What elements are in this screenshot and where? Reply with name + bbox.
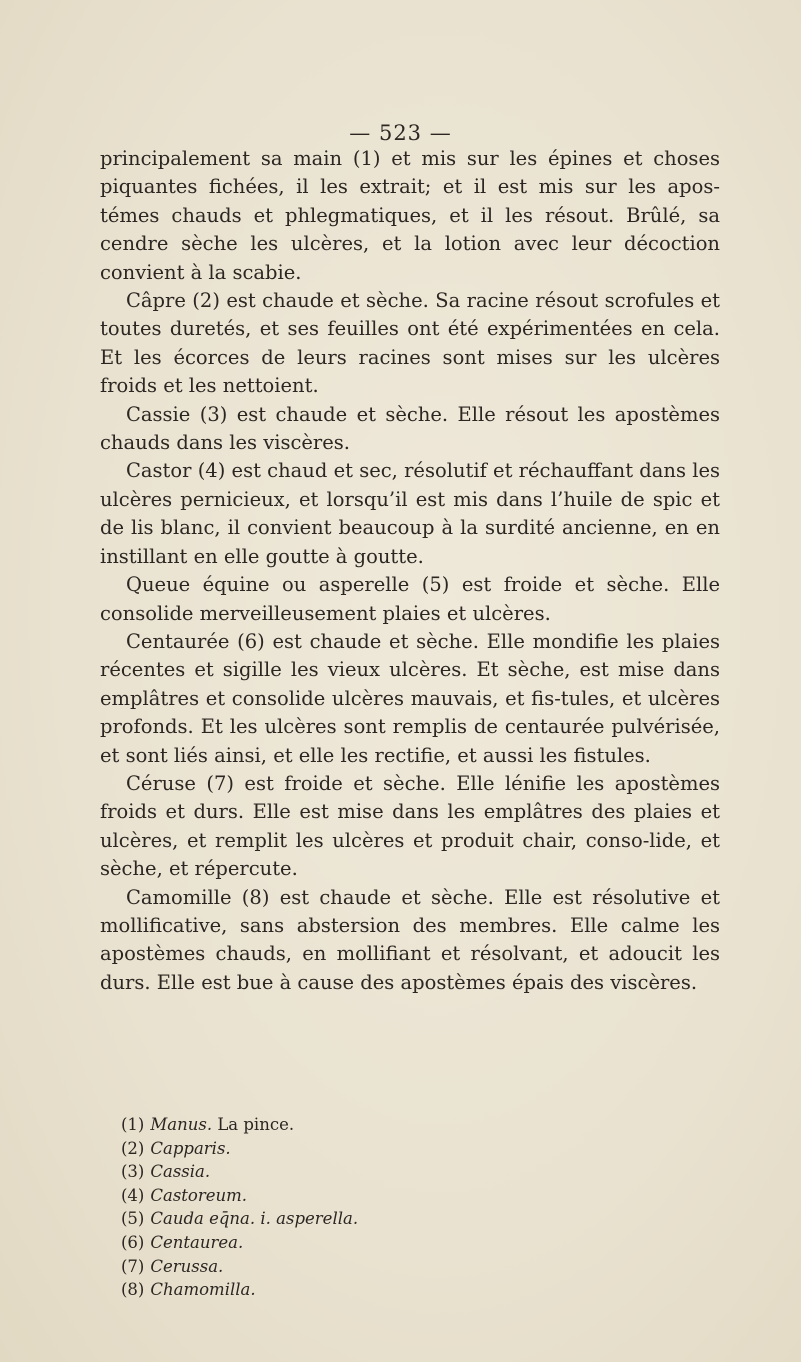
footnote: [121, 1255, 681, 1279]
paragraph-cassie: Cassie (3) est chaude et sèche. Elle résout les apostèmes chauds dans les viscères.: [100, 402, 720, 455]
footnote: [121, 1137, 681, 1161]
page-number: — 523 —: [349, 121, 452, 145]
footnote-number: (5): [121, 1209, 145, 1229]
footnote-latin: Castoreum.: [150, 1185, 248, 1205]
footnote-latin: Cauda eq̄na. i. asperella.: [150, 1209, 359, 1229]
footnote: [121, 1160, 681, 1184]
footnote-number: (2): [121, 1138, 145, 1158]
paragraph-queue-equine: Queue équine ou asperelle (5) est froide et sèche. Elle consolide merveilleusement plaies et ulcères.: [100, 573, 720, 625]
footnote: [121, 1207, 681, 1231]
footnote-number: (7): [121, 1256, 145, 1276]
paragraph-castor: Castor (4) est chaud et sec, résolutif et réchauffant dans les ulcères pernicieux, et lorsqu’il est mis dans l’huile de spic et de lis blanc, il convient beaucoup à la surdité ancienne, en en instillant en elle goutte à goutte.: [100, 459, 720, 568]
footnote: [121, 1278, 681, 1302]
paragraph-camomille: Camomille (8) est chaude et sèche. Elle est résolutive et mollificative, sans abstersion des membres. Elle calme les apostèmes chauds, en mollifiant et résolvant, et adoucit les durs. Elle est bue à cause des apostèmes épais des viscères.: [100, 885, 720, 994]
footnote-number: (1): [121, 1115, 145, 1134]
footnote-latin: Chamomilla.: [150, 1280, 256, 1300]
footnote-latin: Cerussa.: [150, 1256, 224, 1276]
footnote-number: (6): [121, 1232, 145, 1252]
paragraph-centauree: Centaurée (6) est chaude et sèche. Elle mondifie les plaies récentes et sigille les vieux ulcères. Et sèche, est mise dans emplâtres et consolide ulcères mauvais, et fis-tules, et ulcères profonds. Et les ulcères sont remplis de centaurée pulvérisée, et sont liés ainsi, et elle les rectifie, et aussi les fistules.: [100, 629, 720, 767]
footnote-latin: Manus.: [150, 1115, 213, 1134]
footnote-latin: Centaurea.: [150, 1232, 244, 1252]
footnote-number: (8): [121, 1280, 145, 1300]
main-text: [100, 145, 720, 997]
footnote-latin: Capparis.: [150, 1138, 231, 1158]
paragraph-capre: Câpre (2) est chaude et sèche. Sa racine résout scrofules et toutes duretés, et ses feuilles ont été expérimentées en cela. Et les écorces de leurs racines sont mises sur les ulcères froids et les nettoient.: [100, 289, 720, 398]
footnote: [121, 1184, 681, 1208]
footnotes: [121, 1113, 681, 1302]
footnote-number: (3): [121, 1162, 145, 1182]
paragraph-manus-continuation: principalement sa main (1) et mis sur les épines et choses piquantes fichées, il les extrait; et il est mis sur les apos-témes chauds et phlegmatiques, et il les résout. Brûlé, sa cendre sèche les ulcères, et la lotion avec leur décoction convient à la scabie.: [100, 147, 720, 284]
footnote-latin: Cassia.: [150, 1162, 211, 1182]
footnote: [121, 1231, 681, 1255]
footnote-number: (4): [121, 1185, 145, 1205]
paragraph-ceruse: Céruse (7) est froide et sèche. Elle lénifie les apostèmes froids et durs. Elle est mise dans les emplâtres des plaies et ulcères, et remplit les ulcères et produit chair, conso-lide, et sèche, et répercute.: [100, 771, 720, 881]
footnote: [121, 1113, 681, 1137]
footnote-gloss: La pince.: [212, 1115, 295, 1134]
